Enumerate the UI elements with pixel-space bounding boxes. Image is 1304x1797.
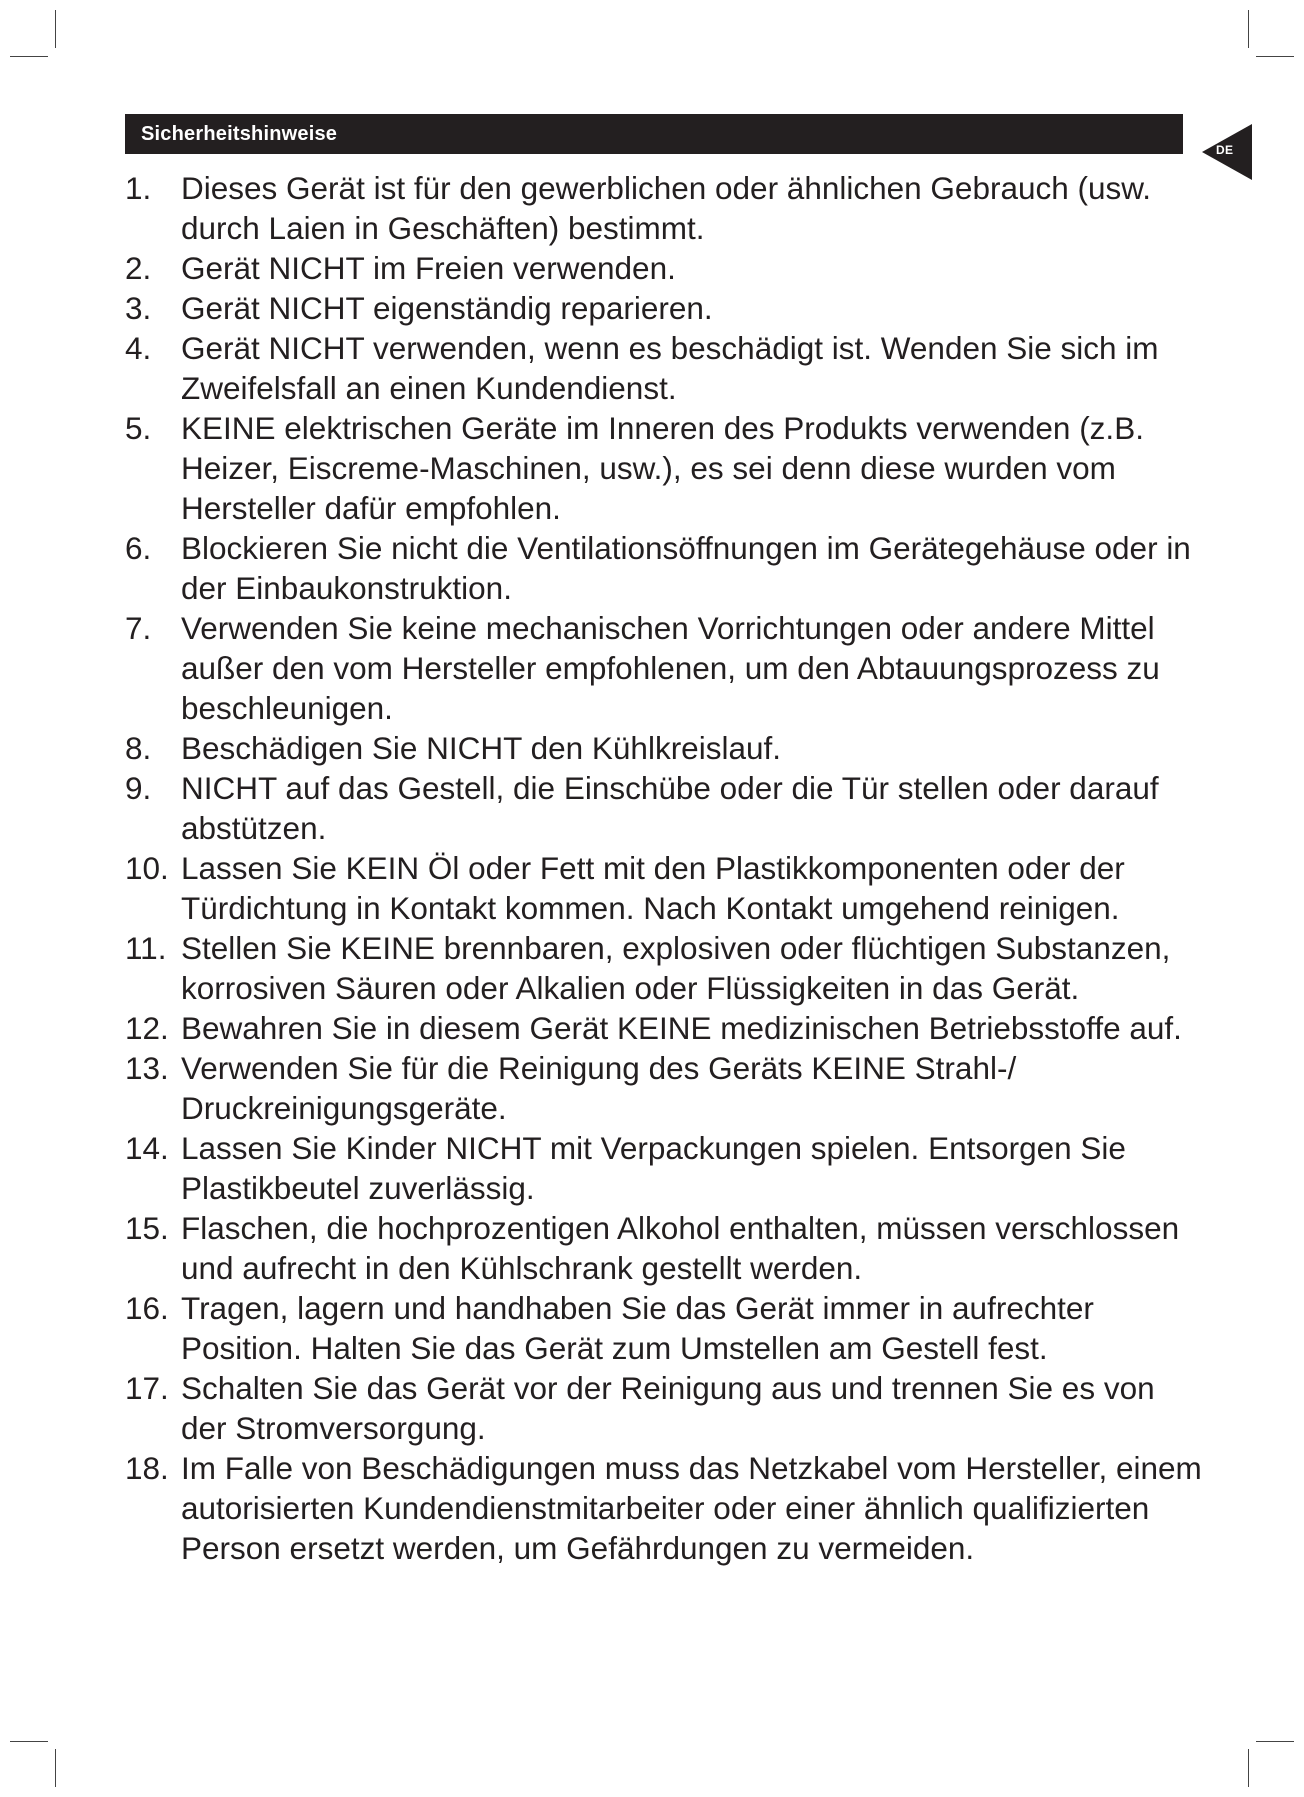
safety-item-text: Blockieren Sie nicht die Ventilationsöffnungen im Gerätegehäuse oder in der Einbaukonstruktion. (181, 530, 1191, 606)
safety-item (125, 1368, 1205, 1448)
safety-item-number: 3. (125, 290, 152, 326)
safety-item-number: 18. (125, 1450, 169, 1486)
language-tab (1202, 124, 1258, 180)
safety-item-number: 8. (125, 730, 152, 766)
safety-instructions-list (125, 168, 1205, 1568)
safety-item (125, 1448, 1205, 1568)
safety-item-number: 5. (125, 410, 152, 446)
safety-item (125, 168, 1205, 248)
safety-item-number: 11. (125, 930, 167, 966)
safety-item (125, 328, 1205, 408)
safety-item-number: 12. (125, 1010, 169, 1046)
safety-item-number: 13. (125, 1050, 169, 1086)
safety-item-number: 1. (125, 170, 152, 206)
safety-item-text: Schalten Sie das Gerät vor der Reinigung aus und trennen Sie es von der Stromversorgung. (181, 1370, 1155, 1446)
safety-item-number: 15. (125, 1210, 169, 1246)
safety-item (125, 288, 1205, 328)
safety-item-number: 4. (125, 330, 152, 366)
section-title: Sicherheitshinweise (141, 122, 338, 145)
safety-item-text: Lassen Sie KEIN Öl oder Fett mit den Plastikkomponenten oder der Türdichtung in Kontakt kommen. Nach Kontakt umgehend reinigen. (181, 850, 1125, 926)
safety-item-number: 10. (125, 850, 169, 886)
safety-item-number: 14. (125, 1130, 169, 1166)
crop-mark-bottom-left-vertical (55, 1749, 56, 1787)
crop-mark-bottom-left-horizontal (10, 1741, 48, 1742)
safety-item-text: Gerät NICHT eigenständig reparieren. (181, 290, 713, 326)
safety-item-text: Verwenden Sie keine mechanischen Vorrichtungen oder andere Mittel außer den vom Hersteller empfohlenen, um den Abtauungsprozess zu beschleunigen. (181, 610, 1160, 726)
safety-item-text: Lassen Sie Kinder NICHT mit Verpackungen spielen. Entsorgen Sie Plastikbeutel zuverlässig. (181, 1130, 1126, 1206)
crop-mark-top-right-horizontal (1256, 56, 1294, 57)
crop-mark-top-right-vertical (1248, 10, 1249, 48)
crop-mark-top-left-horizontal (10, 56, 48, 57)
crop-mark-top-left-vertical (55, 10, 56, 48)
safety-item-text: Dieses Gerät ist für den gewerblichen oder ähnlichen Gebrauch (usw. durch Laien in Geschäften) bestimmt. (181, 170, 1152, 246)
safety-item-text: KEINE elektrischen Geräte im Inneren des Produkts verwenden (z.B. Heizer, Eiscreme-Maschinen, usw.), es sei denn diese wurden vom Hersteller dafür empfohlen. (181, 410, 1144, 526)
safety-item (125, 728, 1205, 768)
safety-item-number: 16. (125, 1290, 169, 1326)
safety-item-text: Flaschen, die hochprozentigen Alkohol enthalten, müssen verschlossen und aufrecht in den Kühlschrank gestellt werden. (181, 1210, 1180, 1286)
safety-item-text: Verwenden Sie für die Reinigung des Geräts KEINE Strahl-/ Druckreinigungsgeräte. (181, 1050, 1017, 1126)
safety-item-text: Beschädigen Sie NICHT den Kühlkreislauf. (181, 730, 781, 766)
safety-item (125, 1008, 1205, 1048)
safety-item (125, 1048, 1205, 1128)
safety-item (125, 248, 1205, 288)
safety-item-text: Gerät NICHT im Freien verwenden. (181, 250, 676, 286)
safety-item-text: Tragen, lagern und handhaben Sie das Gerät immer in aufrechter Position. Halten Sie das Gerät zum Umstellen am Gestell fest. (181, 1290, 1094, 1366)
language-label: DE (1216, 143, 1234, 157)
crop-mark-bottom-right-vertical (1248, 1749, 1249, 1787)
safety-item-number: 7. (125, 610, 152, 646)
safety-item (125, 928, 1205, 1008)
safety-item-text: Gerät NICHT verwenden, wenn es beschädigt ist. Wenden Sie sich im Zweifelsfall an einen Kundendienst. (181, 330, 1159, 406)
safety-item-text: Im Falle von Beschädigungen muss das Netzkabel vom Hersteller, einem autorisierten Kundendienstmitarbeiter oder einer ähnlich qualifizierten Person ersetzt werden, um Gefährdungen zu vermeiden. (181, 1450, 1202, 1566)
safety-item-text: NICHT auf das Gestell, die Einschübe oder die Tür stellen oder darauf abstützen. (181, 770, 1159, 846)
safety-item-number: 6. (125, 530, 152, 566)
safety-item (125, 1288, 1205, 1368)
safety-item-number: 2. (125, 250, 152, 286)
section-header (125, 114, 1183, 154)
safety-item-number: 17. (125, 1370, 169, 1406)
safety-item (125, 408, 1205, 528)
safety-item-text: Bewahren Sie in diesem Gerät KEINE medizinischen Betriebsstoffe auf. (181, 1010, 1182, 1046)
safety-item (125, 608, 1205, 728)
safety-item (125, 768, 1205, 848)
safety-item (125, 528, 1205, 608)
crop-mark-bottom-right-horizontal (1256, 1741, 1294, 1742)
safety-item-text: Stellen Sie KEINE brennbaren, explosiven oder flüchtigen Substanzen, korrosiven Säuren oder Alkalien oder Flüssigkeiten in das Gerät. (181, 930, 1171, 1006)
safety-item-number: 9. (125, 770, 152, 806)
safety-item (125, 848, 1205, 928)
safety-item (125, 1128, 1205, 1208)
safety-item (125, 1208, 1205, 1288)
